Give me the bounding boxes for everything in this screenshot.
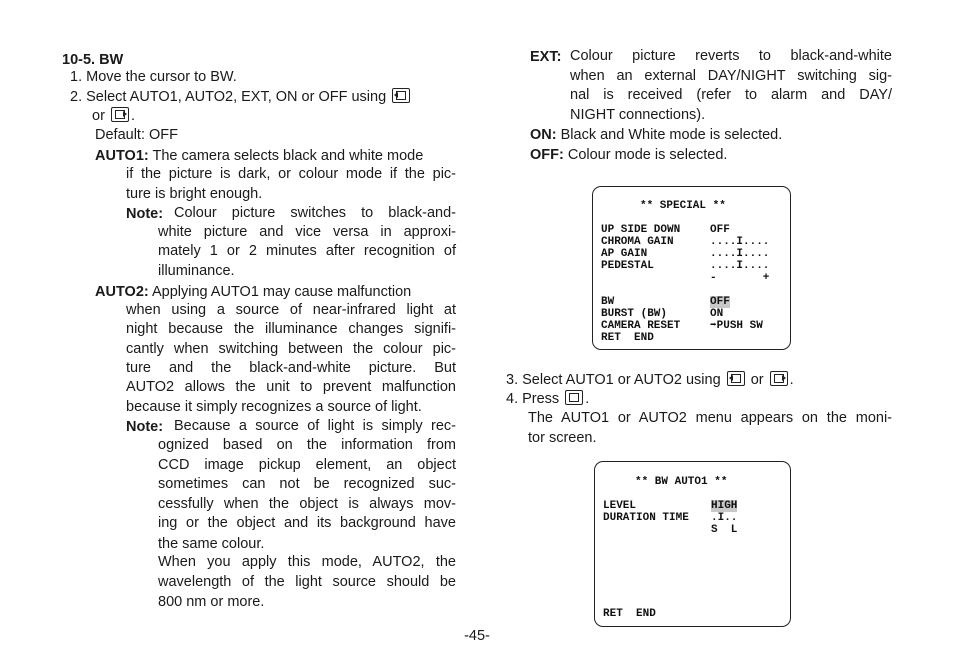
auto1-note-3: mately 1 or 2 minutes after recognition of <box>158 243 456 259</box>
special-menu-title: ** SPECIAL ** <box>640 200 726 212</box>
burst-value: ON <box>710 308 724 320</box>
bw-auto1-footer: RET END <box>603 608 656 620</box>
camera-reset-value <box>710 320 763 332</box>
step-4: 4. Press . <box>506 391 590 407</box>
step-3-text: 3. Select AUTO1 or AUTO2 using <box>506 372 721 388</box>
camera-reset-label: CAMERA RESET <box>601 320 681 332</box>
auto2-text-6: AUTO2 allows the unit to prevent malfunction <box>126 379 456 395</box>
auto2-note-10: 800 nm or more. <box>158 594 265 610</box>
auto1-line-1 <box>95 147 423 166</box>
step-1: 1. Move the cursor to BW. <box>70 69 237 85</box>
on-line <box>530 126 782 145</box>
auto1-label: AUTO1: <box>95 148 149 164</box>
auto2-text-2: when using a source of near-infrared light at <box>126 302 456 318</box>
auto1-note-2: white picture and vice versa in approxi- <box>158 224 456 240</box>
off-text: Colour mode is selected. <box>567 147 728 163</box>
ext-text-2: when an external DAY/NIGHT switching sig- <box>570 68 892 84</box>
level-label: LEVEL <box>603 500 637 512</box>
auto2-note-4: sometimes can not be recognized suc- <box>158 476 456 492</box>
step-3: 3. Select AUTO1 or AUTO2 using or . <box>506 372 794 388</box>
bw-auto1-menu-screen <box>594 461 791 627</box>
auto2-note-8: When you apply this mode, AUTO2, the <box>158 554 456 570</box>
level-value-highlight: HIGH <box>711 500 738 512</box>
auto2-text-5: ture and the black-and-white picture. But <box>126 360 456 376</box>
step-2-text: 2. Select AUTO1, AUTO2, EXT, ON or OFF using <box>70 89 387 105</box>
bw-value-highlight: OFF <box>710 296 730 308</box>
special-row-label: PEDESTAL <box>601 260 654 272</box>
auto1-note-label: Note: <box>126 206 164 222</box>
auto2-line-1 <box>95 283 411 302</box>
ext-text-4: NIGHT connections). <box>570 107 706 123</box>
auto1-text-1: The camera selects black and white mode <box>152 148 424 164</box>
auto2-note-5: cessfully when the object is always mov- <box>158 496 456 512</box>
auto1-note-1: Colour picture switches to black-and- <box>174 205 456 221</box>
bw-label: BW <box>601 296 615 308</box>
default-text: Default: OFF <box>95 127 178 143</box>
ext-text-1: Colour picture reverts to black-and-white <box>570 48 892 64</box>
special-row-label: CHROMA GAIN <box>601 236 674 248</box>
special-row-label: UP SIDE DOWN <box>601 224 681 236</box>
step-4-desc-2: tor screen. <box>528 430 597 446</box>
auto2-note-1: Because a source of light is simply rec- <box>174 418 456 434</box>
special-row-value: ....I.... <box>710 260 770 272</box>
special-footer: RET END <box>601 332 654 344</box>
special-row-value: ....I.... <box>710 236 770 248</box>
set-button-icon <box>565 390 583 405</box>
step-4-text: 4. Press <box>506 391 560 407</box>
auto2-label: AUTO2: <box>95 284 149 300</box>
off-line <box>530 146 727 165</box>
ext-label: EXT: <box>530 49 562 65</box>
step-4-desc-1: The AUTO1 or AUTO2 menu appears on the moni- <box>528 410 892 426</box>
burst-label: BURST (BW) <box>601 308 668 320</box>
special-row-value: OFF <box>710 224 730 236</box>
auto2-note-9: wavelength of the light source should be <box>158 574 456 590</box>
auto1-note-4: illuminance. <box>158 263 235 279</box>
auto1-text-2: if the picture is dark, or colour mode if the pic- <box>126 166 456 182</box>
duration-time-label: DURATION TIME <box>603 512 689 524</box>
left-button-icon <box>727 371 745 386</box>
auto2-note-label: Note: <box>126 419 164 435</box>
auto2-text-1: Applying AUTO1 may cause malfunction <box>151 284 412 300</box>
special-row-value: ....I.... <box>710 248 770 260</box>
auto2-text-3: night because the illuminance changes signifi- <box>126 321 456 337</box>
page-number: -45- <box>464 628 490 644</box>
duration-scale: S L <box>711 524 738 536</box>
special-row-label: AP GAIN <box>601 248 648 260</box>
off-label: OFF: <box>530 147 564 163</box>
auto1-text-3: ture is bright enough. <box>126 186 263 202</box>
right-button-icon <box>111 107 129 122</box>
auto2-text-4: cantly when switching between the colour pic- <box>126 341 456 357</box>
ext-text-3: nal is received (refer to alarm and DAY/ <box>570 87 892 103</box>
step-2 <box>70 88 412 107</box>
section-title: 10-5. BW <box>62 52 124 68</box>
auto2-note-7: the same colour. <box>158 536 265 552</box>
duration-time-value: .I.. <box>711 512 738 524</box>
on-text: Black and White mode is selected. <box>560 127 783 143</box>
auto2-note-6: ing or the object and its background have <box>158 515 456 531</box>
special-scale: - + <box>710 272 770 284</box>
bw-auto1-title: ** BW AUTO1 ** <box>635 476 728 488</box>
hand-pointer-icon: ➡ <box>710 320 717 332</box>
auto2-text-7: because it simply recognizes a source of light. <box>126 399 422 415</box>
special-menu-screen <box>592 186 791 350</box>
step-3-or: or <box>750 372 764 388</box>
on-label: ON: <box>530 127 557 143</box>
right-button-icon <box>770 371 788 386</box>
camera-reset-value-text: PUSH SW <box>716 320 763 332</box>
auto2-note-2: ognized based on the information from <box>158 437 456 453</box>
step-2-cont: or . <box>92 108 135 124</box>
left-button-icon <box>392 88 410 103</box>
auto2-note-3: CCD image pickup element, an object <box>158 457 456 473</box>
step-2-or: or <box>92 108 105 124</box>
